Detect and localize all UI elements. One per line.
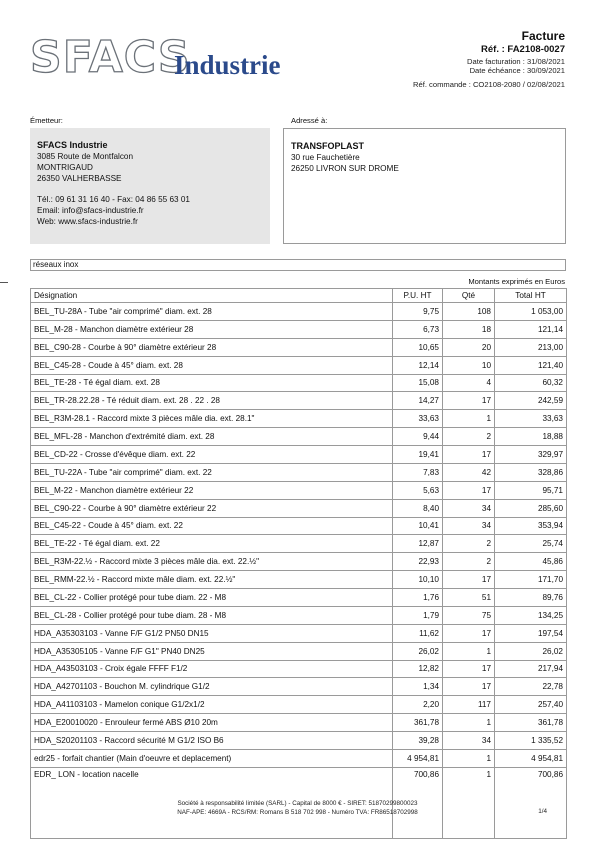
cell-quantity: 42 <box>443 463 495 481</box>
cell-designation: EDR_ LON - location nacelle <box>31 767 393 838</box>
table-row <box>31 356 567 374</box>
cell-unit-price: 10,41 <box>393 517 443 535</box>
table-row <box>31 481 567 499</box>
cell-total: 95,71 <box>495 481 567 499</box>
table-row <box>31 696 567 714</box>
cell-total: 213,00 <box>495 338 567 356</box>
cell-quantity: 17 <box>443 678 495 696</box>
invoice-title: Facture <box>521 29 565 43</box>
cell-total: 197,54 <box>495 624 567 642</box>
cell-unit-price: 700,86 <box>393 767 443 838</box>
cell-total: 353,94 <box>495 517 567 535</box>
table-row <box>31 624 567 642</box>
cell-unit-price: 9,75 <box>393 303 443 321</box>
cell-total: 171,70 <box>495 571 567 589</box>
table-header-row <box>31 289 567 303</box>
table-row <box>31 732 567 750</box>
cell-unit-price: 10,10 <box>393 571 443 589</box>
emitter-address-line: 3085 Route de Montfalcon <box>37 152 134 161</box>
table-row <box>31 374 567 392</box>
cell-quantity: 18 <box>443 320 495 338</box>
cell-unit-price: 1,34 <box>393 678 443 696</box>
recipient-box <box>283 128 566 244</box>
invoice-subject: réseaux inox <box>30 259 566 271</box>
cell-total: 1 053,00 <box>495 303 567 321</box>
cell-quantity: 17 <box>443 446 495 464</box>
cell-total: 121,40 <box>495 356 567 374</box>
cell-designation: BEL_CL-28 - Collier protégé pour tube diam. 28 - M8 <box>31 606 393 624</box>
cell-unit-price: 10,65 <box>393 338 443 356</box>
cell-quantity: 10 <box>443 356 495 374</box>
cell-total: 134,25 <box>495 606 567 624</box>
table-row <box>31 499 567 517</box>
cell-total: 217,94 <box>495 660 567 678</box>
cell-unit-price: 12,14 <box>393 356 443 374</box>
emitter-name: SFACS Industrie <box>37 140 108 150</box>
emitter-phone-fax: Tél.: 09 61 31 16 40 - Fax: 04 86 55 63 01 <box>37 195 190 204</box>
cell-designation: BEL_C45-22 - Coude à 45° diam. ext. 22 <box>31 517 393 535</box>
fold-mark <box>0 282 8 283</box>
cell-quantity: 75 <box>443 606 495 624</box>
due-date: Date échéance : 30/09/2021 <box>469 66 565 76</box>
cell-total: 4 954,81 <box>495 749 567 767</box>
invoice-lines-table <box>30 288 567 839</box>
footer-line-company: Société à responsabilité limitée (SARL) - Capital de 8000 € - SIRET: 51870299800023 <box>177 800 418 807</box>
cell-unit-price: 4 954,81 <box>393 749 443 767</box>
invoice-header <box>413 30 565 89</box>
cell-quantity: 34 <box>443 499 495 517</box>
cell-unit-price: 8,40 <box>393 499 443 517</box>
cell-unit-price: 12,87 <box>393 535 443 553</box>
cell-total: 33,63 <box>495 410 567 428</box>
cell-unit-price: 22,93 <box>393 553 443 571</box>
cell-total: 26,02 <box>495 642 567 660</box>
table-row <box>31 642 567 660</box>
cell-quantity: 2 <box>443 553 495 571</box>
billing-date: Date facturation : 31/08/2021 <box>467 57 565 66</box>
cell-quantity: 2 <box>443 428 495 446</box>
cell-unit-price: 2,20 <box>393 696 443 714</box>
cell-unit-price: 361,78 <box>393 714 443 732</box>
cell-total: 1 335,52 <box>495 732 567 750</box>
emitter-website: Web: www.sfacs-industrie.fr <box>37 217 138 226</box>
cell-designation: BEL_TU-28A - Tube "air comprimé" diam. ext. 28 <box>31 303 393 321</box>
table-row <box>31 553 567 571</box>
table-row <box>31 320 567 338</box>
table-row <box>31 517 567 535</box>
cell-designation: BEL_C90-28 - Courbe à 90° diamètre extérieur 28 <box>31 338 393 356</box>
cell-unit-price: 33,63 <box>393 410 443 428</box>
cell-unit-price: 11,62 <box>393 624 443 642</box>
table-row <box>31 410 567 428</box>
cell-designation: BEL_TE-28 - Té égal diam. ext. 28 <box>31 374 393 392</box>
page-number: 1/4 <box>538 808 547 815</box>
cell-quantity: 20 <box>443 338 495 356</box>
invoice-reference: Réf. : FA2108-0027 <box>481 44 565 55</box>
emitter-address-line: MONTRIGAUD <box>37 163 93 172</box>
emitter-label: Émetteur: <box>30 116 63 125</box>
cell-quantity: 2 <box>443 535 495 553</box>
cell-designation: BEL_CL-22 - Collier protégé pour tube diam. 22 - M8 <box>31 589 393 607</box>
header-total: Total HT <box>495 289 567 303</box>
cell-total: 242,59 <box>495 392 567 410</box>
cell-quantity: 4 <box>443 374 495 392</box>
cell-designation: HDA_S20201103 - Raccord sécurité M G1/2 ISO B6 <box>31 732 393 750</box>
recipient-label: Adressé à: <box>291 116 328 125</box>
cell-designation: BEL_R3M-22.½ - Raccord mixte 3 pièces mâle dia. ext. 22.½" <box>31 553 393 571</box>
cell-quantity: 17 <box>443 660 495 678</box>
cell-unit-price: 7,83 <box>393 463 443 481</box>
cell-designation: BEL_C45-28 - Coude à 45° diam. ext. 28 <box>31 356 393 374</box>
cell-designation: BEL_TE-22 - Té égal diam. ext. 22 <box>31 535 393 553</box>
table-row <box>31 571 567 589</box>
cell-quantity: 1 <box>443 767 495 838</box>
cell-quantity: 117 <box>443 696 495 714</box>
cell-quantity: 51 <box>443 589 495 607</box>
company-logo <box>30 30 290 86</box>
cell-total: 22,78 <box>495 678 567 696</box>
cell-designation: HDA_A41103103 - Mamelon conique G1/2x1/2 <box>31 696 393 714</box>
cell-total: 328,86 <box>495 463 567 481</box>
order-reference: Réf. commande : CO2108-2080 / 02/08/2021 <box>413 79 565 89</box>
cell-designation: HDA_A43503103 - Croix égale FFFF F1/2 <box>31 660 393 678</box>
cell-designation: HDA_A35305105 - Vanne F/F G1" PN40 DN25 <box>31 642 393 660</box>
logo-industrie-text: Industrie <box>174 50 281 80</box>
cell-total: 25,74 <box>495 535 567 553</box>
cell-designation: HDA_A42701103 - Bouchon M. cylindrique G1/2 <box>31 678 393 696</box>
cell-quantity: 17 <box>443 571 495 589</box>
table-row <box>31 660 567 678</box>
cell-designation: BEL_M-22 - Manchon diamètre extérieur 22 <box>31 481 393 499</box>
cell-designation: BEL_CD-22 - Crosse d'évêque diam. ext. 22 <box>31 446 393 464</box>
cell-designation: BEL_RMM-22.½ - Raccord mixte mâle diam. ext. 22.½" <box>31 571 393 589</box>
table-row <box>31 446 567 464</box>
cell-unit-price: 12,82 <box>393 660 443 678</box>
table-row <box>31 589 567 607</box>
cell-quantity: 17 <box>443 481 495 499</box>
cell-total: 329,97 <box>495 446 567 464</box>
recipient-name: TRANSFOPLAST <box>291 141 364 151</box>
logo-sfacs-text: SFACS <box>30 32 191 83</box>
table-row <box>31 678 567 696</box>
cell-total: 257,40 <box>495 696 567 714</box>
cell-designation: BEL_TU-22A - Tube "air comprimé" diam. ext. 22 <box>31 463 393 481</box>
cell-quantity: 17 <box>443 624 495 642</box>
cell-unit-price: 1,76 <box>393 589 443 607</box>
cell-quantity: 1 <box>443 410 495 428</box>
table-row <box>31 303 567 321</box>
cell-quantity: 34 <box>443 732 495 750</box>
footer-line-registration: NAF-APE: 4669A - RCS/RM: Romans B 518 702 998 - Numéro TVA: FR86518702998 <box>177 809 418 816</box>
cell-designation: BEL_M-28 - Manchon diamètre extérieur 28 <box>31 320 393 338</box>
cell-designation: BEL_C90-22 - Courbe à 90° diamètre extérieur 22 <box>31 499 393 517</box>
header-quantity: Qté <box>443 289 495 303</box>
table-row <box>31 463 567 481</box>
recipient-address-line: 30 rue Fauchetière <box>291 153 360 162</box>
cell-unit-price: 6,73 <box>393 320 443 338</box>
cell-quantity: 1 <box>443 642 495 660</box>
cell-quantity: 1 <box>443 749 495 767</box>
cell-unit-price: 9,44 <box>393 428 443 446</box>
cell-total: 121,14 <box>495 320 567 338</box>
cell-unit-price: 5,63 <box>393 481 443 499</box>
recipient-address-line: 26250 LIVRON SUR DROME <box>291 164 399 173</box>
cell-total: 285,60 <box>495 499 567 517</box>
cell-quantity: 34 <box>443 517 495 535</box>
legal-footer <box>0 799 595 817</box>
cell-quantity: 1 <box>443 714 495 732</box>
cell-designation: BEL_MFL-28 - Manchon d'extrémité diam. ext. 28 <box>31 428 393 446</box>
cell-total: 60,32 <box>495 374 567 392</box>
header-unit-price: P.U. HT <box>393 289 443 303</box>
table-row <box>31 714 567 732</box>
table-row <box>31 392 567 410</box>
emitter-box <box>30 128 270 244</box>
cell-total: 45,86 <box>495 553 567 571</box>
header-designation: Désignation <box>31 289 393 303</box>
table-row <box>31 606 567 624</box>
cell-unit-price: 15,08 <box>393 374 443 392</box>
cell-designation: edr25 - forfait chantier (Main d'oeuvre et deplacement) <box>31 749 393 767</box>
cell-total: 89,76 <box>495 589 567 607</box>
cell-unit-price: 26,02 <box>393 642 443 660</box>
cell-quantity: 17 <box>443 392 495 410</box>
cell-total: 700,86 <box>495 767 567 838</box>
cell-total: 18,88 <box>495 428 567 446</box>
cell-designation: BEL_TR-28.22.28 - Té réduit diam. ext. 28 . 22 . 28 <box>31 392 393 410</box>
cell-designation: HDA_A35303103 - Vanne F/F G1/2 PN50 DN15 <box>31 624 393 642</box>
emitter-address-line: 26350 VALHERBASSE <box>37 174 122 183</box>
table-row <box>31 338 567 356</box>
emitter-email: Email: info@sfacs-industrie.fr <box>37 206 144 215</box>
cell-unit-price: 1,79 <box>393 606 443 624</box>
cell-designation: HDA_E20010020 - Enrouleur fermé ABS Ø10 20m <box>31 714 393 732</box>
cell-designation: BEL_R3M-28.1 - Raccord mixte 3 pièces mâle dia. ext. 28.1" <box>31 410 393 428</box>
table-row <box>31 535 567 553</box>
cell-unit-price: 19,41 <box>393 446 443 464</box>
cell-quantity: 108 <box>443 303 495 321</box>
table-row <box>31 428 567 446</box>
table-row <box>31 749 567 767</box>
cell-total: 361,78 <box>495 714 567 732</box>
cell-unit-price: 39,28 <box>393 732 443 750</box>
currency-note: Montants exprimés en Euros <box>468 277 565 286</box>
cell-unit-price: 14,27 <box>393 392 443 410</box>
